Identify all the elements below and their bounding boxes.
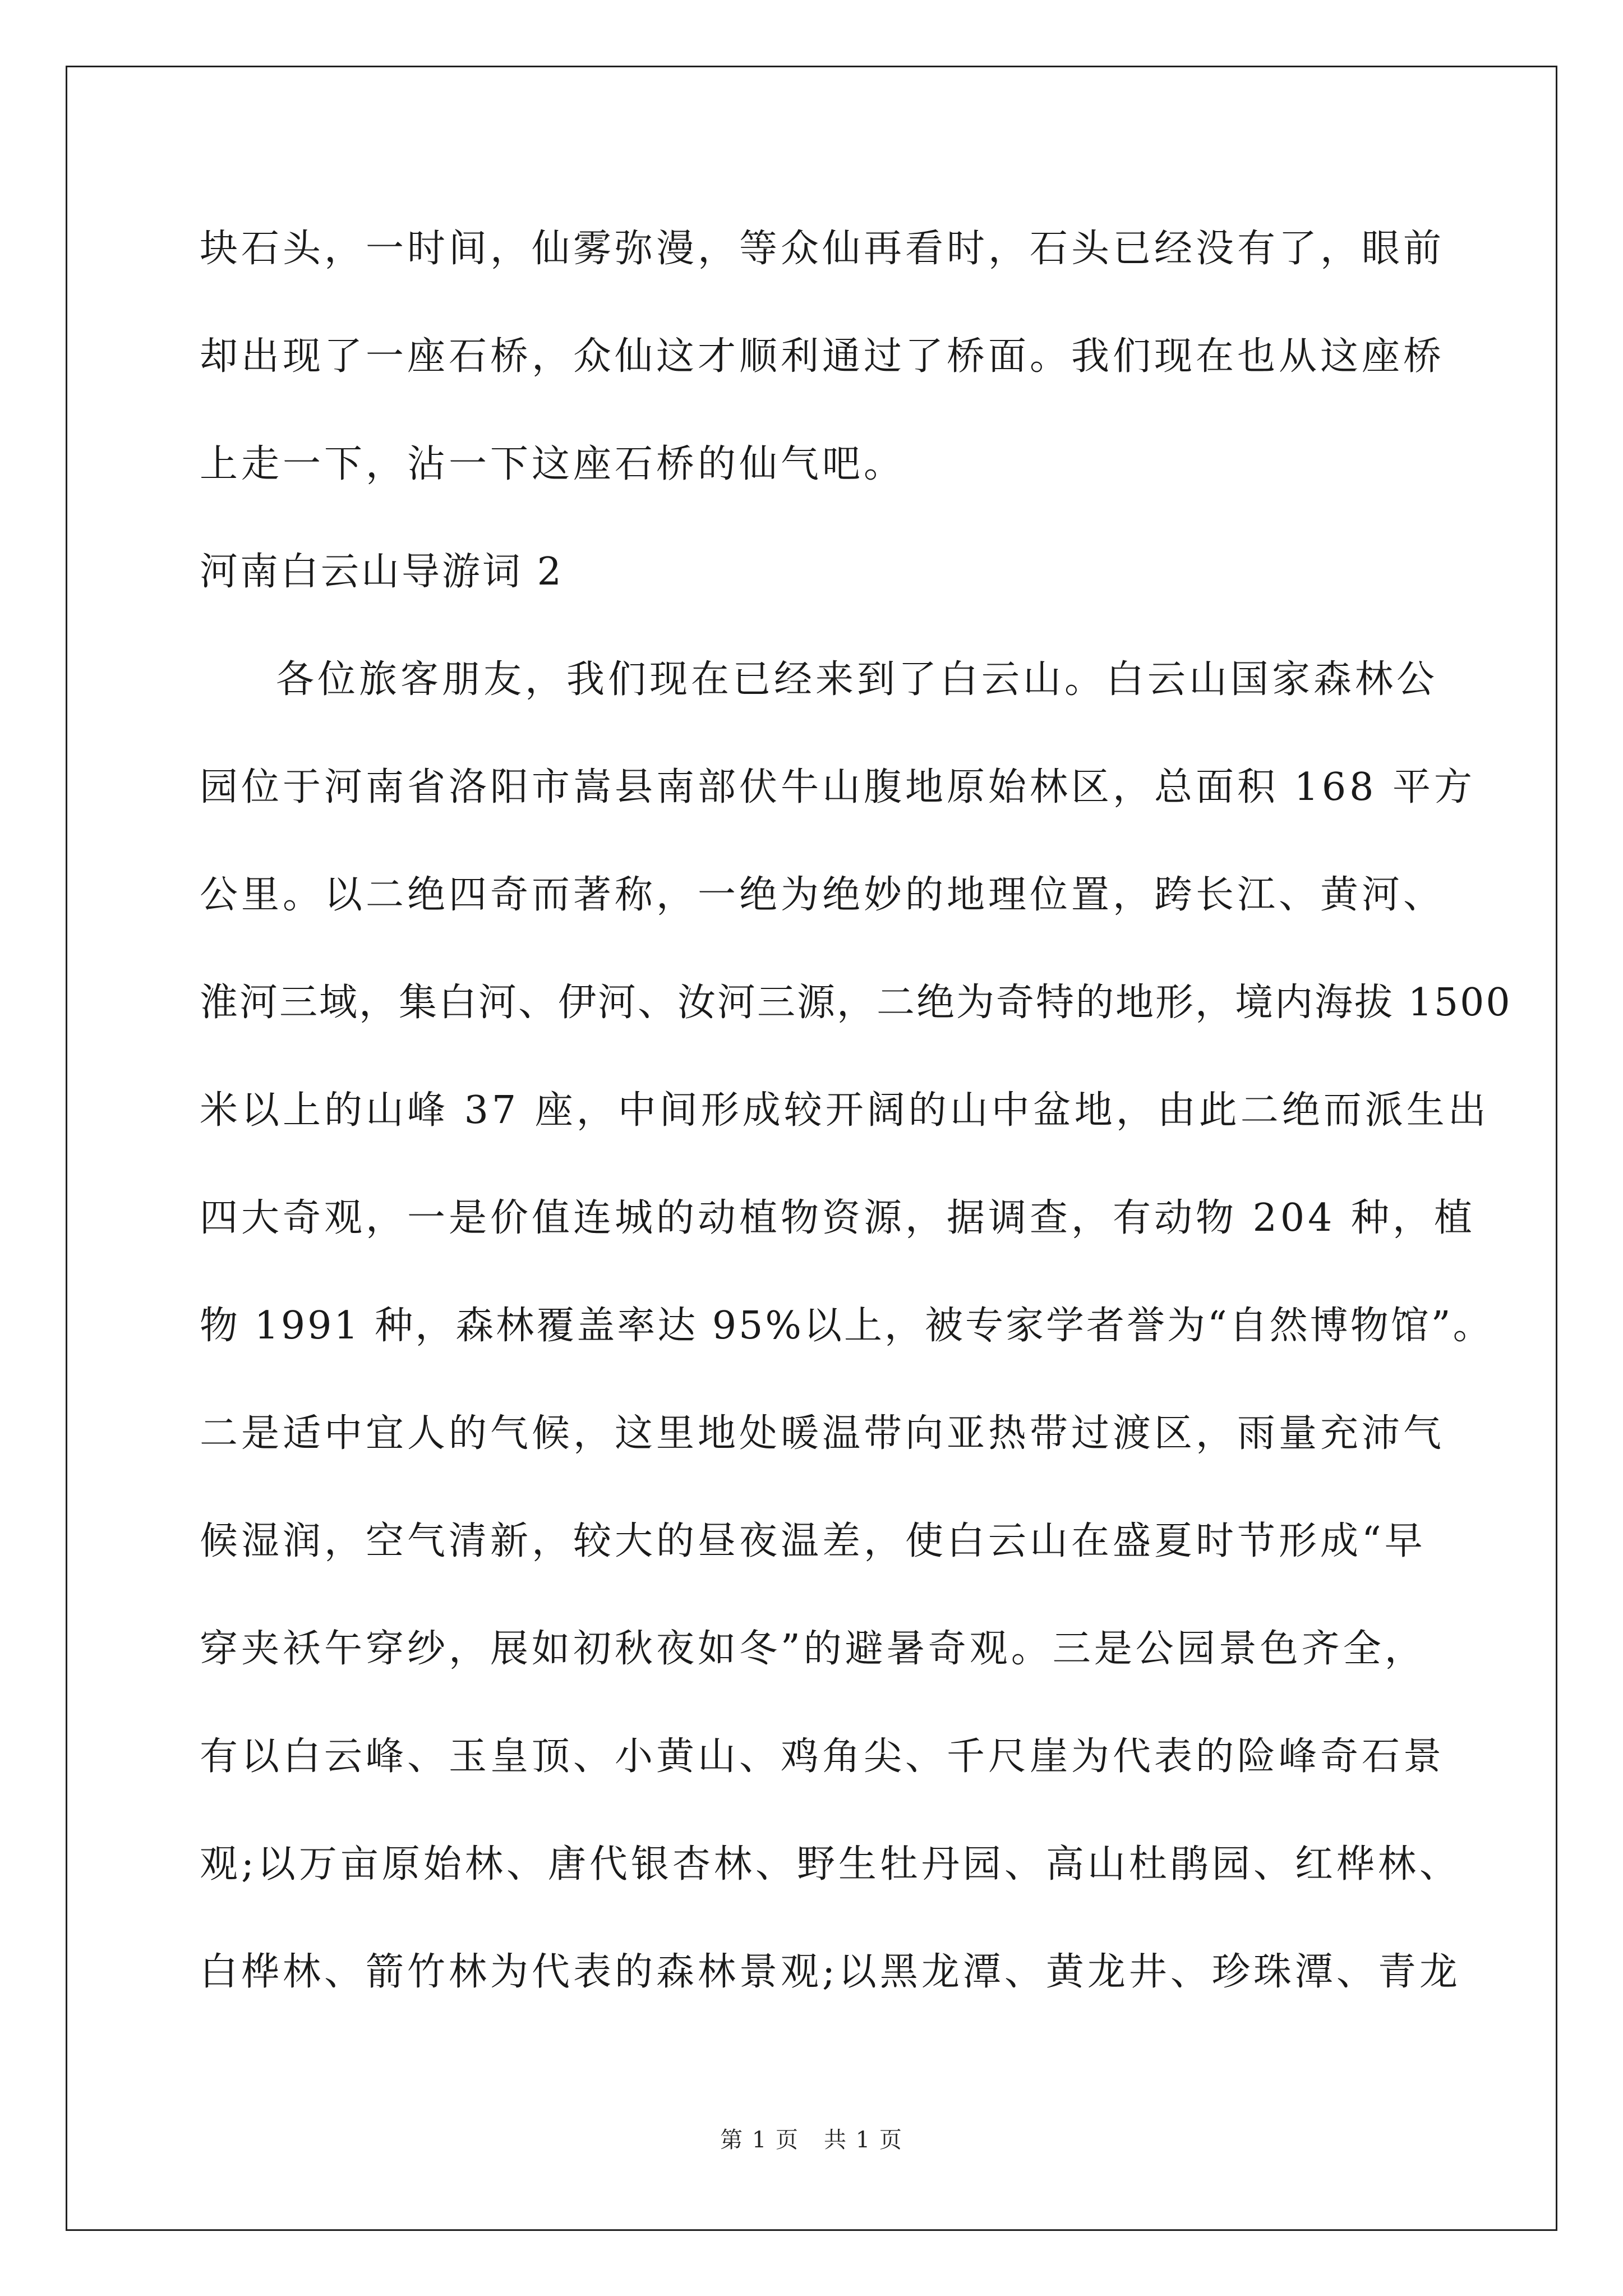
text-line: 观;以万亩原始林、唐代银杏林、野生牡丹园、高山杜鹃园、红桦林、 [200,1842,1461,1887]
text-line: 公里。以二绝四奇而著称，一绝为绝妙的地理位置，跨长江、黄河、 [200,873,1445,917]
text-line: 穿夹袄午穿纱，展如初秋夜如冬”的避暑奇观。三是公园景色齐全， [200,1627,1426,1671]
page-number: 第 1 页 [720,2127,799,2153]
text-line: 块石头，一时间，仙雾弥漫，等众仙再看时，石头已经没有了，眼前 [200,227,1445,271]
page-footer [0,2126,1623,2154]
text-line: 二是适中宜人的气候，这里地处暖温带向亚热带过渡区，雨量充沛气 [200,1411,1445,1456]
page-total: 共 1 页 [824,2127,903,2153]
text-line: 上走一下，沾一下这座石桥的仙气吧。 [200,442,906,486]
text-line: 白桦林、箭竹林为代表的森林景观;以黑龙潭、黄龙井、珍珠潭、青龙 [200,1950,1461,1994]
text-line: 物 1991 种，森林覆盖率达 95%以上，被专家学者誉为“自然博物馆”。 [200,1304,1493,1348]
text-line: 四大奇观，一是价值连城的动植物资源，据调查，有动物 204 种，植 [200,1196,1476,1240]
text-line: 有以白云峰、玉皇顶、小黄山、鸡角尖、千尺崖为代表的险峰奇石景 [200,1734,1445,1779]
text-line: 米以上的山峰 37 座，中间形成较开阔的山中盆地，由此二绝而派生出 [200,1088,1490,1133]
text-line: 候湿润，空气清新，较大的昼夜温差，使白云山在盛夏时节形成“早 [200,1519,1426,1563]
section-heading: 河南白云山导游词 2 [200,550,564,594]
text-line: 淮河三域，集白河、伊河、汝河三源，二绝为奇特的地形，境内海拔 1500 [200,981,1512,1025]
text-line: 却出现了一座石桥，众仙这才顺利通过了桥面。我们现在也从这座桥 [200,334,1445,379]
text-line: 各位旅客朋友，我们现在已经来到了白云山。白云山国家森林公 [276,657,1438,702]
text-line: 园位于河南省洛阳市嵩县南部伏牛山腹地原始林区，总面积 168 平方 [200,765,1476,809]
document-body [200,219,1512,2050]
